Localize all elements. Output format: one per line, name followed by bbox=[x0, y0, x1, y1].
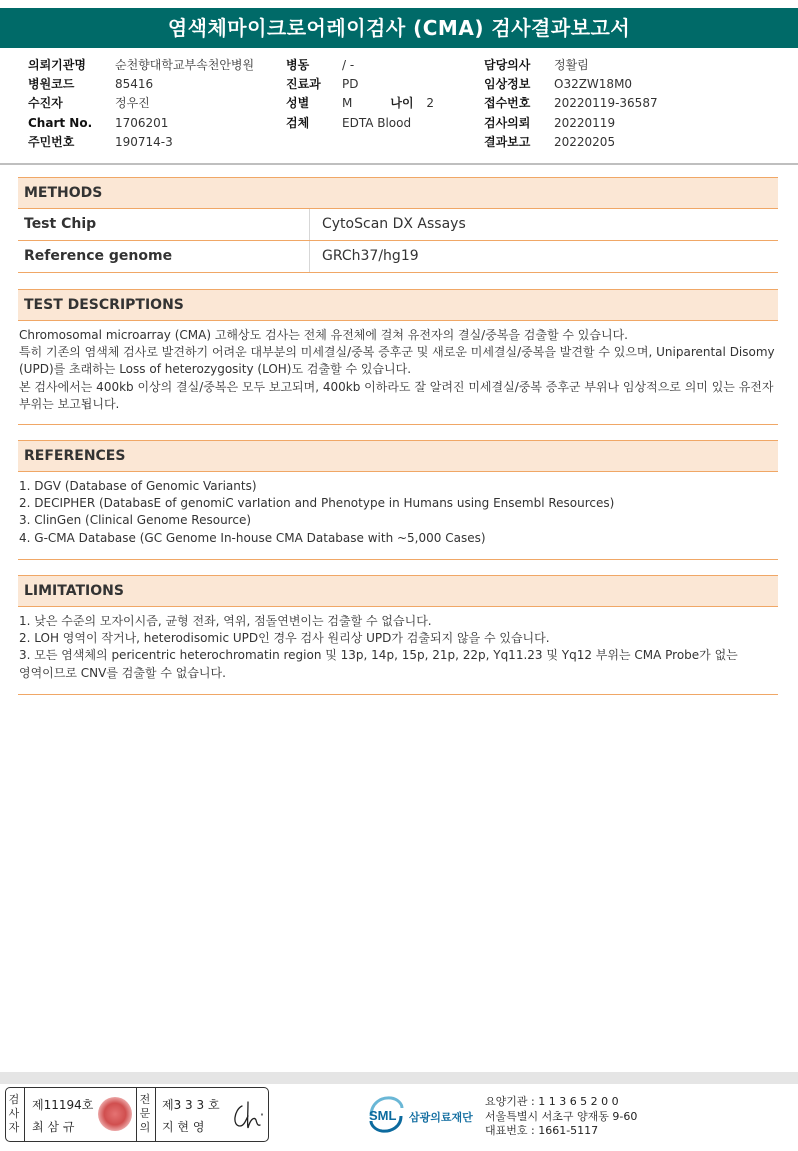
reference-item: 4. G-CMA Database (GC Genome In-house CMA Database with ~5,000 Cases) bbox=[19, 530, 486, 545]
info-value: PD bbox=[342, 77, 359, 92]
reference-item: 3. ClinGen (Clinical Genome Resource) bbox=[19, 513, 252, 528]
references-section bbox=[18, 440, 778, 547]
info-row-request-date bbox=[484, 114, 658, 133]
specialist-license: 제3 3 3 호 bbox=[162, 1098, 220, 1112]
inspector-name: 최 삼 규 bbox=[32, 1120, 75, 1134]
info-row-ward bbox=[286, 56, 434, 75]
org-line: 요양기관 : 1 1 3 6 5 2 0 0 bbox=[485, 1095, 619, 1108]
info-value: M bbox=[342, 96, 353, 111]
info-value: 정활림 bbox=[554, 58, 589, 72]
info-label: 의뢰기관명 bbox=[28, 58, 86, 72]
info-value: 85416 bbox=[115, 77, 154, 92]
info-value: / - bbox=[342, 58, 355, 72]
info-label: 진료과 bbox=[286, 77, 321, 92]
methods-heading: METHODS bbox=[18, 177, 778, 209]
info-label: 담당의사 bbox=[484, 58, 531, 72]
methods-row-test-chip bbox=[18, 209, 778, 241]
logo-mark: SML bbox=[369, 1108, 397, 1123]
info-label: 검사의뢰 bbox=[484, 115, 531, 130]
info-label: 성별 bbox=[286, 96, 310, 111]
limitation-item: 1. 낮은 수준의 모자이시즘, 균형 전좌, 역위, 점돌연변이는 검출할 수 없습니다. bbox=[19, 614, 432, 628]
methods-row-reference-genome bbox=[18, 241, 778, 273]
signature-box bbox=[5, 1087, 269, 1142]
sml-logo-icon bbox=[367, 1094, 405, 1134]
reference-item: 1. DGV (Database of Genomic Variants) bbox=[19, 479, 257, 493]
handwritten-signature-icon bbox=[228, 1096, 268, 1134]
age-label: 나이 bbox=[390, 96, 414, 111]
org-line: 서울특별시 서초구 양재동 9-60 bbox=[485, 1109, 638, 1123]
footer-bar bbox=[0, 1072, 798, 1084]
info-value: 20220119 bbox=[554, 115, 616, 130]
info-row-specimen bbox=[286, 114, 434, 133]
info-label: 병원코드 bbox=[28, 77, 75, 92]
header-divider bbox=[0, 163, 798, 165]
references-heading: REFERENCES bbox=[18, 440, 778, 472]
info-row-clinical-info bbox=[484, 75, 658, 94]
info-value: 1706201 bbox=[115, 115, 169, 130]
methods-section bbox=[18, 177, 778, 273]
info-row-receipt-no bbox=[484, 94, 658, 113]
info-value: O32ZW18M0 bbox=[554, 77, 633, 92]
info-value: 정우진 bbox=[115, 96, 150, 111]
specialist-label: 전문의 bbox=[139, 1093, 151, 1134]
patient-info-column-1 bbox=[28, 56, 254, 152]
info-row-doctor bbox=[484, 56, 658, 75]
limitations-body bbox=[18, 607, 778, 682]
info-label: 수진자 bbox=[28, 96, 63, 111]
age-value: 2 bbox=[426, 96, 434, 111]
logo-name: 삼광의료재단 bbox=[409, 1111, 473, 1124]
info-label: 결과보고 bbox=[484, 134, 531, 149]
info-label: 접수번호 bbox=[484, 96, 531, 111]
info-row-resident-no bbox=[28, 133, 254, 152]
descriptions-body bbox=[18, 321, 778, 413]
descriptions-heading: TEST DESCRIPTIONS bbox=[18, 289, 778, 321]
descriptions-section bbox=[18, 289, 778, 413]
org-line: 대표번호 : 1661-5117 bbox=[485, 1124, 599, 1137]
limitations-section bbox=[18, 575, 778, 682]
info-value: 순천향대학교부속천안병원 bbox=[115, 58, 255, 72]
divider bbox=[136, 1088, 137, 1141]
section-divider bbox=[18, 559, 778, 560]
info-row-report-date bbox=[484, 133, 658, 152]
info-row-institution bbox=[28, 56, 254, 75]
info-value: 20220205 bbox=[554, 134, 616, 149]
info-label: 검체 bbox=[286, 115, 310, 130]
info-value: 20220119-36587 bbox=[554, 96, 658, 111]
info-value: EDTA Blood bbox=[342, 115, 412, 130]
info-label: 병동 bbox=[286, 58, 310, 72]
info-label: 주민번호 bbox=[28, 134, 75, 149]
report-title: 염색체마이크로어레이검사 (CMA) 검사결과보고서 bbox=[0, 8, 798, 48]
info-row-chart-no bbox=[28, 114, 254, 133]
inspector-license: 제11194호 bbox=[32, 1098, 94, 1112]
info-label: 임상정보 bbox=[484, 77, 531, 92]
section-divider bbox=[18, 424, 778, 425]
patient-info-column-2 bbox=[286, 56, 434, 133]
methods-value: CytoScan DX Assays bbox=[322, 216, 466, 232]
inspector-label: 검사자 bbox=[8, 1093, 20, 1134]
info-label: Chart No. bbox=[28, 115, 93, 130]
references-body bbox=[18, 472, 778, 547]
reference-item: 2. DECIPHER (DatabasE of genomiC varIation and Phenotype in Humans using Ensembl Resources) bbox=[19, 496, 615, 511]
specialist-name: 지 현 영 bbox=[162, 1120, 205, 1134]
description-line: 특히 기존의 염색체 검사로 발견하기 어려운 대부분의 미세결실/중복 증후군 및 새로운 미세결실/중복을 발견할 수 있으며, Uniparental Disomy (UPD)를 초래하는 Loss of heterozygosity (LOH)도 검출할 수 있습니다. bbox=[19, 345, 775, 377]
sml-logo bbox=[367, 1094, 489, 1136]
limitation-item: 2. LOH 영역이 작거나, heterodisomic UPD인 경우 검사 원리상 UPD가 검출되지 않을 수 있습니다. bbox=[19, 631, 550, 646]
divider bbox=[24, 1088, 25, 1141]
methods-key: Reference genome bbox=[18, 241, 310, 272]
section-divider bbox=[18, 694, 778, 695]
limitations-heading: LIMITATIONS bbox=[18, 575, 778, 607]
info-row-hospital-code bbox=[28, 75, 254, 94]
description-line: 본 검사에서는 400kb 이상의 결실/중복은 모두 보고되며, 400kb 이하라도 잘 알려진 미세결실/중복 증후군 부위나 임상적으로 의미 있는 유전자 부위는 보고됩니다. bbox=[19, 379, 774, 411]
red-seal-icon bbox=[98, 1097, 132, 1131]
patient-info-column-3 bbox=[484, 56, 658, 152]
methods-key: Test Chip bbox=[18, 209, 310, 240]
info-row-sex-age bbox=[286, 94, 434, 113]
organization-info bbox=[485, 1095, 637, 1139]
info-value: 190714-3 bbox=[115, 134, 173, 149]
divider bbox=[155, 1088, 156, 1141]
info-row-department bbox=[286, 75, 434, 94]
info-row-patient bbox=[28, 94, 254, 113]
description-line: Chromosomal microarray (CMA) 고해상도 검사는 전체 유전체에 걸쳐 유전자의 결실/중복을 검출할 수 있습니다. bbox=[19, 328, 628, 342]
limitation-item: 3. 모든 염색체의 pericentric heterochromatin region 및 13p, 14p, 15p, 21p, 22p, Yq11.23 및 Yq12 부위는 CMA Probe가 없는 영역이므로 CNV를 검출할 수 없습니다. bbox=[19, 648, 738, 680]
methods-value: GRCh37/hg19 bbox=[322, 248, 419, 264]
